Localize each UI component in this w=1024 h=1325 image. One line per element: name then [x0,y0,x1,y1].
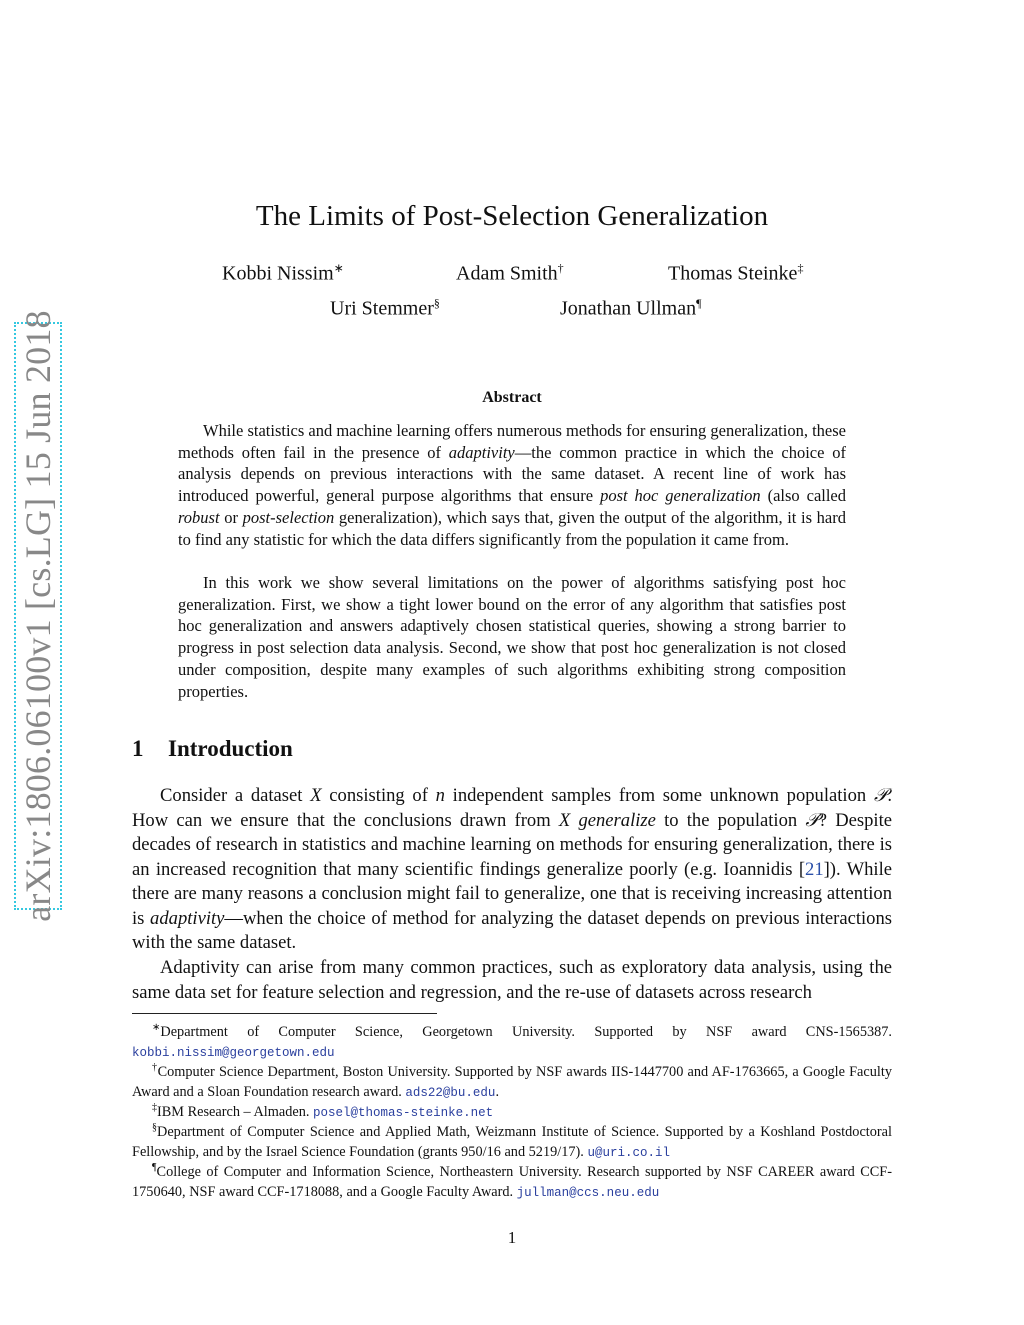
footnote-ullman: ¶College of Computer and Information Science, Northeastern University. Research supported by NSF CAREER award CCF-1750640, NSF award CCF-1718088, and a Google Faculty Award. jullman@ccs.neu.edu [132,1162,892,1200]
footnote-smith: †Computer Science Department, Boston University. Supported by NSF awards IIS-1447700 and AF-1763665, a Google Faculty Award and a Sloan Foundation research award. ads22@bu.edu. [132,1062,892,1100]
author-smith: Adam Smith† [456,261,564,285]
footnote-nissim: ∗Department of Computer Science, Georgetown University. Supported by NSF award CNS-1565387. kobbi.nissim@georgetown.edu [132,1022,892,1060]
email-link[interactable]: ads22@bu.edu [405,1085,496,1100]
email-link[interactable]: u@uri.co.il [587,1145,670,1160]
author-ullman: Jonathan Ullman¶ [560,296,702,320]
footnote-rule [132,1013,437,1014]
abstract-paragraph-1: While statistics and machine learning offers numerous methods for ensuring generalization, these methods often fail in the presence of adaptivity—the common practice in which the choice of analysis depends on previous interactions with the same dataset. A recent line of work has introduced powerful, general purpose algorithms that ensure post hoc generalization (also called robust or post-selection generalization), which says that, given the output of the algorithm, it is hard to find any statistic for which the data differs significantly from the population it came from. [178,421,847,549]
author-steinke: Thomas Steinke‡ [668,261,804,285]
intro-paragraph-2: Adaptivity can arise from many common practices, such as exploratory data analysis, using the same data set for feature selection and regression, and the re-use of datasets across research [132,957,892,1003]
abstract-paragraph-2: In this work we show several limitations on the power of algorithms satisfying post hoc generalization. First, we show a tight lower bound on the error of any algorithm that satisfies post hoc generalization and answers adaptively chosen statistical queries, showing a strong barrier to progress in post selection data analysis. Second, we show that post hoc generalization is not closed under composition, despite many examples of such algorithms exhibiting strong composition properties. [178,573,846,701]
section-heading: 1 Introduction [132,736,293,761]
abstract-heading: Abstract [482,389,542,406]
email-link[interactable]: kobbi.nissim@georgetown.edu [132,1045,335,1060]
arxiv-stamp [14,310,62,922]
footnote-stemmer: §Department of Computer Science and Applied Math, Weizmann Institute of Science. Supported by a Koshland Postdoctoral Fellowship, and by the Israel Science Foundation (grants 950/16 and 5219/17). u@uri.co.il [132,1122,892,1160]
email-link[interactable]: jullman@ccs.neu.edu [516,1185,660,1200]
email-link[interactable]: posel@thomas-steinke.net [313,1105,494,1120]
page-number: 1 [507,1228,517,1247]
paper-title: The Limits of Post-Selection Generalization [255,200,769,232]
citation-link[interactable]: 21 [805,858,824,880]
author-nissim: Kobbi Nissim∗ [222,261,344,285]
intro-paragraph-1: Consider a dataset X consisting of n independent samples from some unknown population 𝒫. How can we ensure that the conclusions drawn from X generalize to the population 𝒫? Despite decades of research in statistics and machine learning on methods for ensuring generalization, there is an increased recognition that many scientific findings generalize poorly (e.g. Ioannidis [21]). While there are many reasons a conclusion might fail to generalize, one that is receiving increasing attention is adaptivity—when the choice of method for analyzing the dataset depends on previous interactions with the same dataset. [132,785,893,953]
arxiv-identifier: arXiv:1806.06100v1 [cs.LG] 15 Jun 2018 [18,310,58,922]
author-stemmer: Uri Stemmer§ [330,296,440,320]
footnote-steinke: ‡IBM Research – Almaden. posel@thomas-steinke.net [152,1102,494,1120]
